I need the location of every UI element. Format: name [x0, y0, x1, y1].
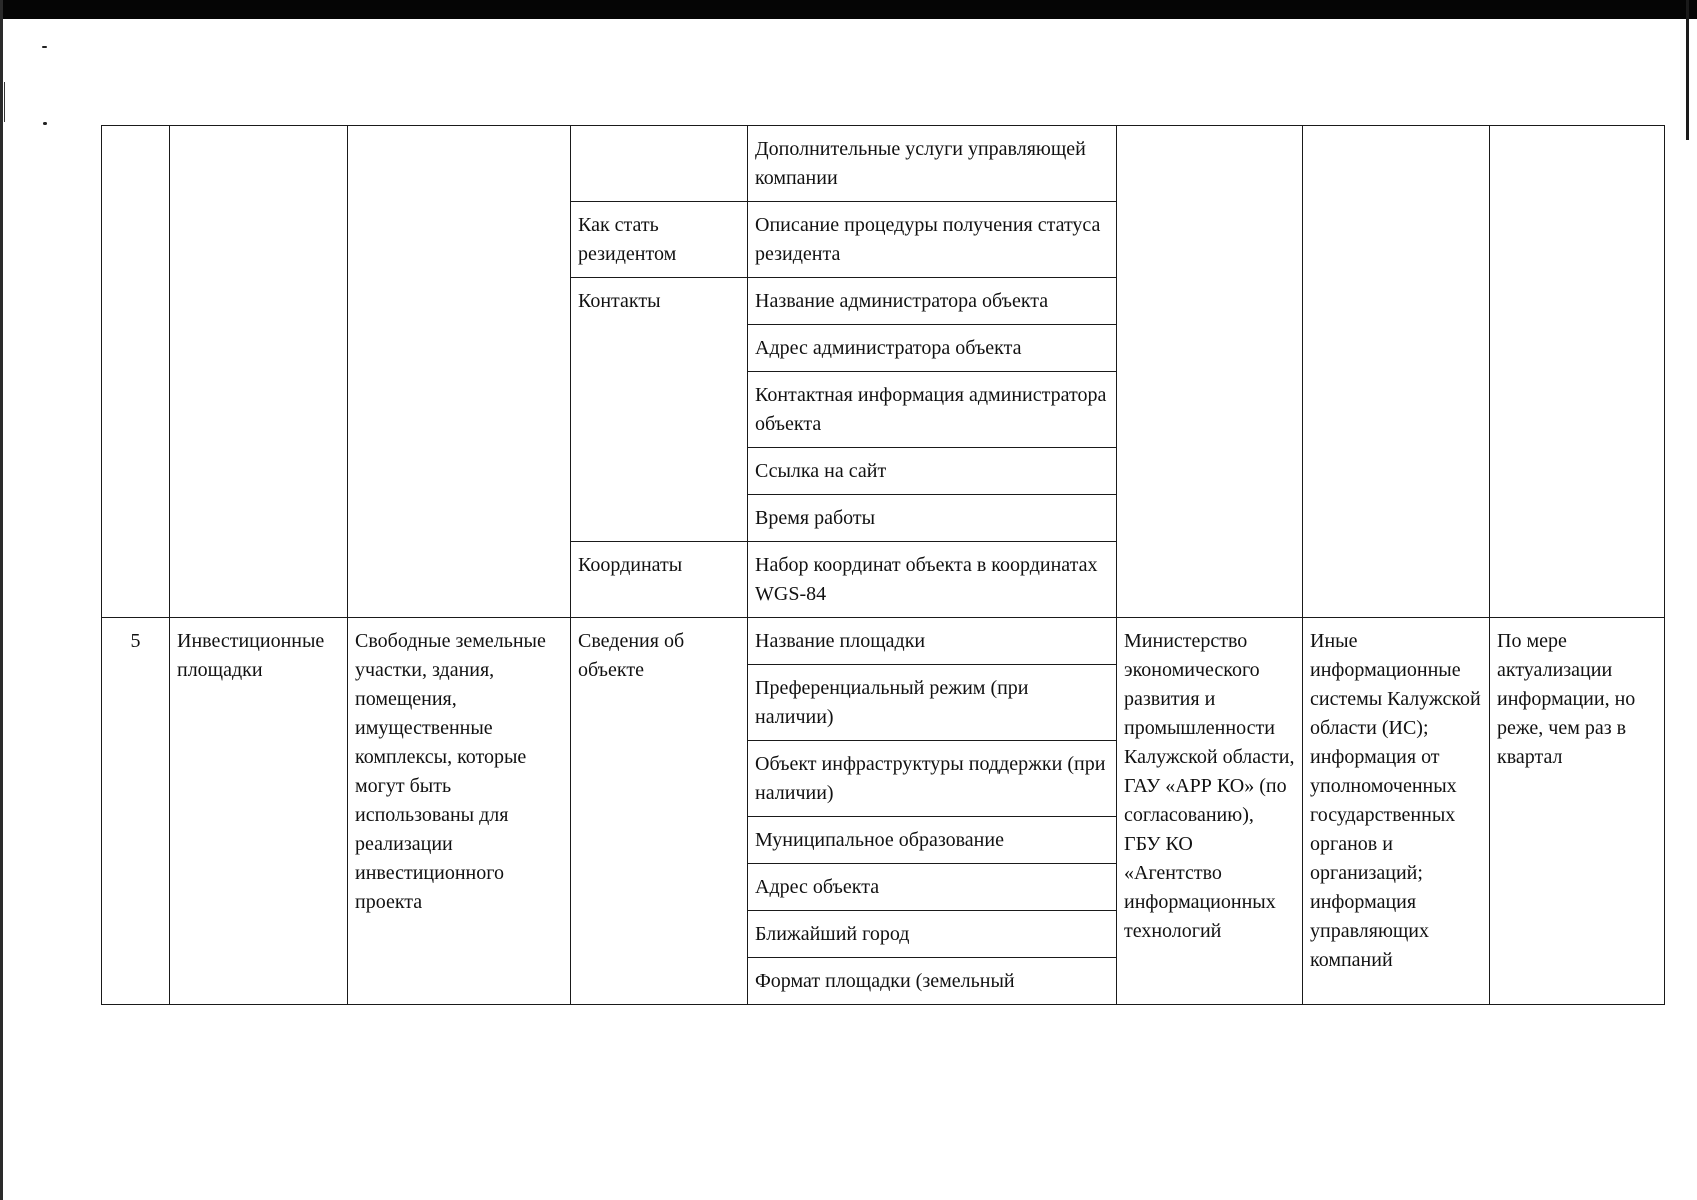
item-cell: Время работы: [748, 495, 1117, 542]
item-cell: Описание процедуры получения статуса резидента: [748, 202, 1117, 278]
item-cell: Муниципальное образование: [748, 817, 1117, 864]
scan-top-edge: [0, 0, 1697, 19]
table-row: [102, 126, 1665, 202]
section-cell: Координаты: [571, 542, 748, 618]
item-cell: Формат площадки (земельный: [748, 958, 1117, 1005]
item-cell: Адрес администратора объекта: [748, 325, 1117, 372]
item-cell: Ссылка на сайт: [748, 448, 1117, 495]
item-cell: Набор координат объекта в координатах WGS-84: [748, 542, 1117, 618]
number-cell: [102, 126, 170, 618]
table-row: [102, 618, 1665, 665]
scan-right-edge: [1686, 0, 1689, 140]
item-cell: Объект инфраструктуры поддержки (при наличии): [748, 741, 1117, 817]
section-cell: Сведения об объекте: [571, 618, 748, 1005]
data-table: [101, 125, 1665, 1005]
number-cell: 5: [102, 618, 170, 1005]
sources-cell: [1303, 126, 1490, 618]
frequency-cell: [1490, 126, 1665, 618]
scan-left-edge: [0, 0, 3, 1200]
scan-speck: [42, 46, 47, 48]
section-cell: [571, 126, 748, 202]
item-cell: Дополнительные услуги управляющей компании: [748, 126, 1117, 202]
scan-left-mark: [4, 82, 5, 122]
responsible-cell: [1117, 126, 1303, 618]
sources-cell: Иные информационные системы Калужской области (ИС); информация от уполномоченных государственных органов и организаций; информация управляющих компаний: [1303, 618, 1490, 1005]
responsible-cell: Министерство экономического развития и промышленности Калужской области, ГАУ «АРР КО» (по согласованию), ГБУ КО «Агентство информационных технологий: [1117, 618, 1303, 1005]
section-cell: Контакты: [571, 278, 748, 542]
scan-speck: [43, 122, 47, 125]
item-cell: Преференциальный режим (при наличии): [748, 665, 1117, 741]
item-cell: Ближайший город: [748, 911, 1117, 958]
item-cell: Контактная информация администратора объекта: [748, 372, 1117, 448]
item-cell: Название площадки: [748, 618, 1117, 665]
item-cell: Название администратора объекта: [748, 278, 1117, 325]
item-cell: Адрес объекта: [748, 864, 1117, 911]
section-cell: Как стать резидентом: [571, 202, 748, 278]
name-cell: Инвестиционные площадки: [170, 618, 348, 1005]
name-cell: [170, 126, 348, 618]
frequency-cell: По мере актуализации информации, но реже, чем раз в квартал: [1490, 618, 1665, 1005]
description-cell: [348, 126, 571, 618]
description-cell: Свободные земельные участки, здания, помещения, имущественные комплексы, которые могут быть использованы для реализации инвестиционного проекта: [348, 618, 571, 1005]
